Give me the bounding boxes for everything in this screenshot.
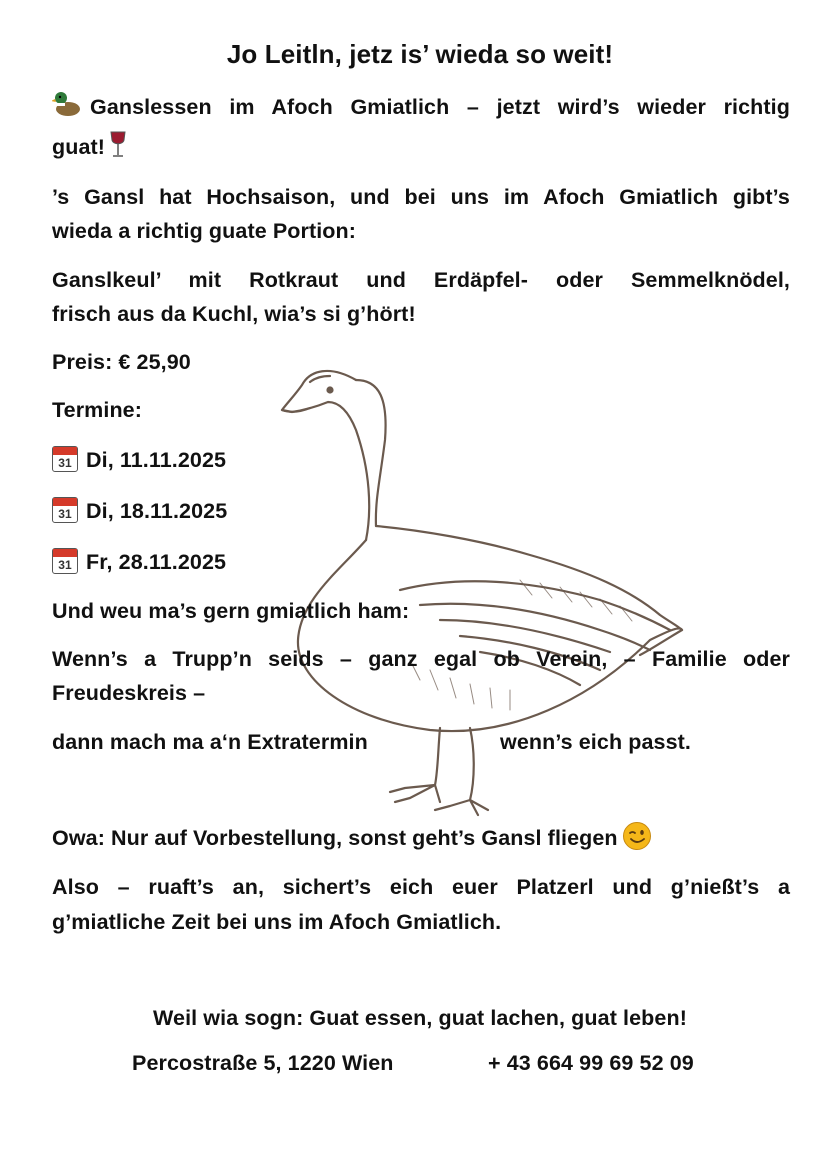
dish-line-2: frisch aus da Kuchl, wia’s si g’hört! (52, 302, 416, 326)
date-text: Fr, 28.11.2025 (86, 550, 227, 574)
price: Preis: € 25,90 (52, 350, 191, 374)
intro-text-2: guat! (52, 135, 106, 159)
winking-face-icon (622, 821, 652, 851)
preorder-note (52, 821, 652, 855)
calendar-icon: 31 (52, 548, 78, 574)
date-item (52, 545, 226, 579)
call-line-2: g’miatliche Zeit bei uns im Afoch Gmiatlich. (52, 910, 502, 934)
dates-label: Termine: (52, 398, 143, 422)
date-item (52, 494, 227, 528)
date-text: Di, 11.11.2025 (86, 448, 227, 472)
address: Percostraße 5, 1220 Wien (132, 1051, 394, 1075)
phone-number: + 43 664 99 69 52 09 (488, 1051, 694, 1075)
wine-glass-icon (109, 131, 127, 159)
calendar-icon: 31 (52, 446, 78, 472)
group-intro: Und weu ma’s gern gmiatlich ham: (52, 599, 410, 623)
date-item (52, 443, 226, 477)
preorder-text: Owa: Nur auf Vorbestellung, sonst geht’s Gansl fliegen (52, 826, 618, 850)
slogan: Weil wia sogn: Guat essen, guat lachen, guat leben! (153, 1006, 687, 1030)
date-text: Di, 18.11.2025 (86, 499, 228, 523)
season-line-1: ’s Gansl hat Hochsaison, und bei uns im Afoch Gmiatlich gibt’s (52, 185, 790, 209)
intro-line-1 (52, 90, 790, 124)
group-line-1: Wenn’s a Trupp’n seids – ganz egal ob Verein, – Familie oder (52, 647, 790, 671)
intro-text-1: Ganslessen im Afoch Gmiatlich – jetzt wird’s wieder richtig (90, 95, 790, 119)
season-line-2: wieda a richtig guate Portion: (52, 219, 357, 243)
intro-line-2 (52, 130, 127, 164)
duck-icon (52, 90, 82, 118)
extra-date-left: dann mach ma a‘n Extratermin (52, 730, 368, 754)
call-line-1: Also – ruaft’s an, sichert’s eich euer Platzerl und g’nießt’s a (52, 875, 790, 899)
page-title: Jo Leitln, jetz is’ wieda so weit! (226, 39, 614, 69)
dish-line-1: Ganslkeul’ mit Rotkraut und Erdäpfel- oder Semmelknödel, (52, 268, 790, 292)
calendar-icon: 31 (52, 497, 78, 523)
extra-date-right: wenn’s eich passt. (500, 730, 691, 754)
group-line-2: Freudeskreis – (52, 681, 206, 705)
